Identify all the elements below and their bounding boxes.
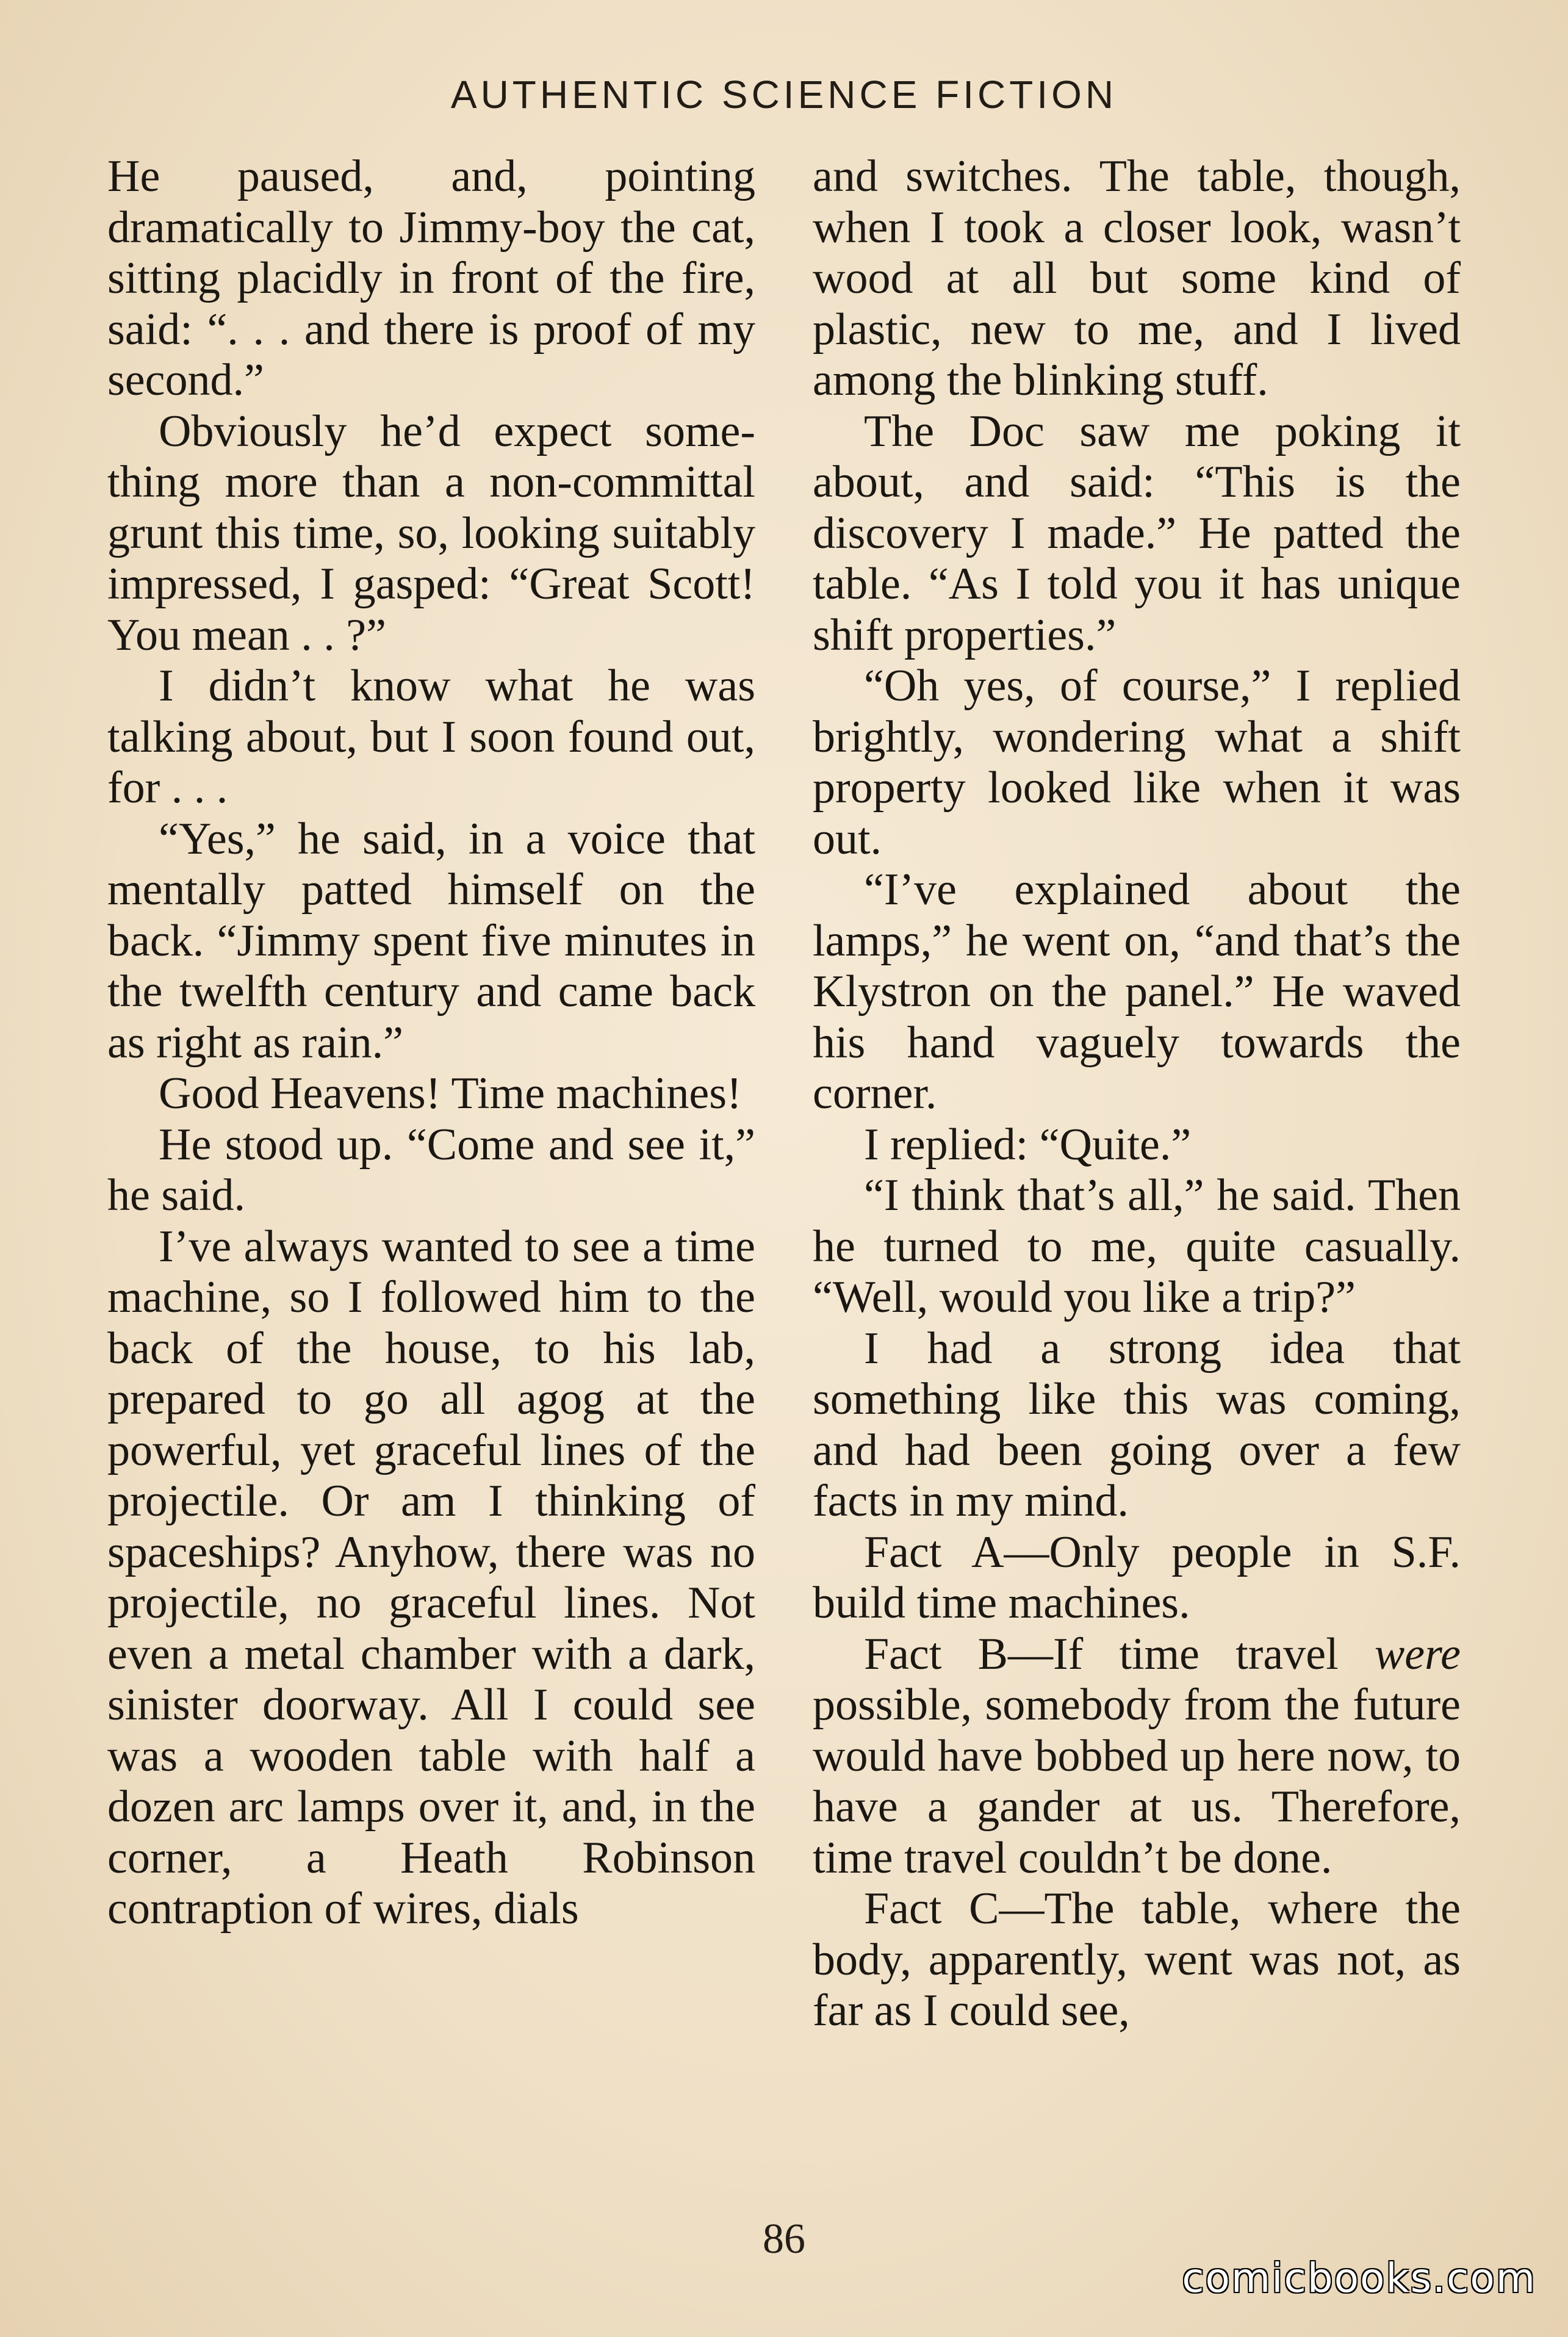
fact-b-text-rest: possible, somebody from the future would have bobbed up here now, to have a gander at us. Therefore, time travel couldn’t be done. <box>813 1680 1461 1883</box>
paragraph: I replied: “Quite.” <box>864 1119 1192 1170</box>
left-column <box>107 151 755 2214</box>
paragraph: “I’ve explained about the lamps,” he went on, “and that’s the Klystron on the panel.” He waved his hand vaguely towards the corner. <box>813 865 1461 1118</box>
paragraph-continuation: and switches. The table, though, when I took a closer look, wasn’t wood at all but some kind of plastic, new to me, and I lived among the blinking stuff. <box>813 151 1461 405</box>
fact-b-text: Fact B—If time travel <box>864 1629 1375 1679</box>
right-column <box>813 151 1461 2214</box>
paragraph-fact-c: Fact C—The table, where the body, apparently, went was not, as far as I could see, <box>813 1884 1461 2036</box>
fact-b-emphasis: were <box>1374 1629 1461 1679</box>
paragraph-fact-b <box>813 1629 1461 1884</box>
paragraph: He paused, and, pointing dramatically to Jimmy-boy the cat, sitting placidly in front of the fire, said: “. . . and there is proof of my second.” <box>107 151 755 405</box>
watermark: comicbooks.com <box>1182 2255 1536 2302</box>
paragraph: I’ve always wanted to see a time machine, so I followed him to the back of the house, to his lab, prepared to go all agog at the powerful, yet graceful lines of the projectile. Or am I thinking of spaceships? Anyhow, there was no projectile, no graceful lines. Not even a metal chamber with a dark, sinister doorway. All I could see was a wooden table with half a dozen arc lamps over it, and, in the corner, a Heath Robinson contraption of wires, dials <box>107 1221 755 1934</box>
page-number: 86 <box>763 2216 805 2263</box>
paragraph: He stood up. “Come and see it,” he said. <box>107 1119 755 1220</box>
paragraph: The Doc saw me poking it about, and said: “This is the discovery I made.” He patted the table. “As I told you it has unique shift properties.” <box>813 406 1461 660</box>
paragraph: “I think that’s all,” he said. Then he turned to me, quite casually. “Well, would you like a trip?” <box>813 1170 1461 1322</box>
page-header: AUTHENTIC SCIENCE FICTION <box>450 73 1118 117</box>
paragraph: Good Heavens! Time machines! <box>159 1068 742 1118</box>
paragraph: “Yes,” he said, in a voice that mentally patted himself on the back. “Jimmy spent five minutes in the twelfth century and came back as right as rain.” <box>107 813 755 1068</box>
paragraph: Obviously he’d expect something more than a non-committal grunt this time, so, looking suitably impressed, I gasped: “Great Scott! You mean . . ?” <box>107 406 755 660</box>
paragraph: Fact A—Only people in S.F. build time machines. <box>813 1527 1461 1628</box>
paragraph: I didn’t know what he was talking about, but I soon found out, for . . . <box>107 661 755 813</box>
paragraph: I had a strong idea that something like this was coming, and had been going over a few facts in my mind. <box>813 1323 1461 1526</box>
paragraph: “Oh yes, of course,” I replied brightly, wondering what a shift property looked like when it was out. <box>813 661 1461 864</box>
